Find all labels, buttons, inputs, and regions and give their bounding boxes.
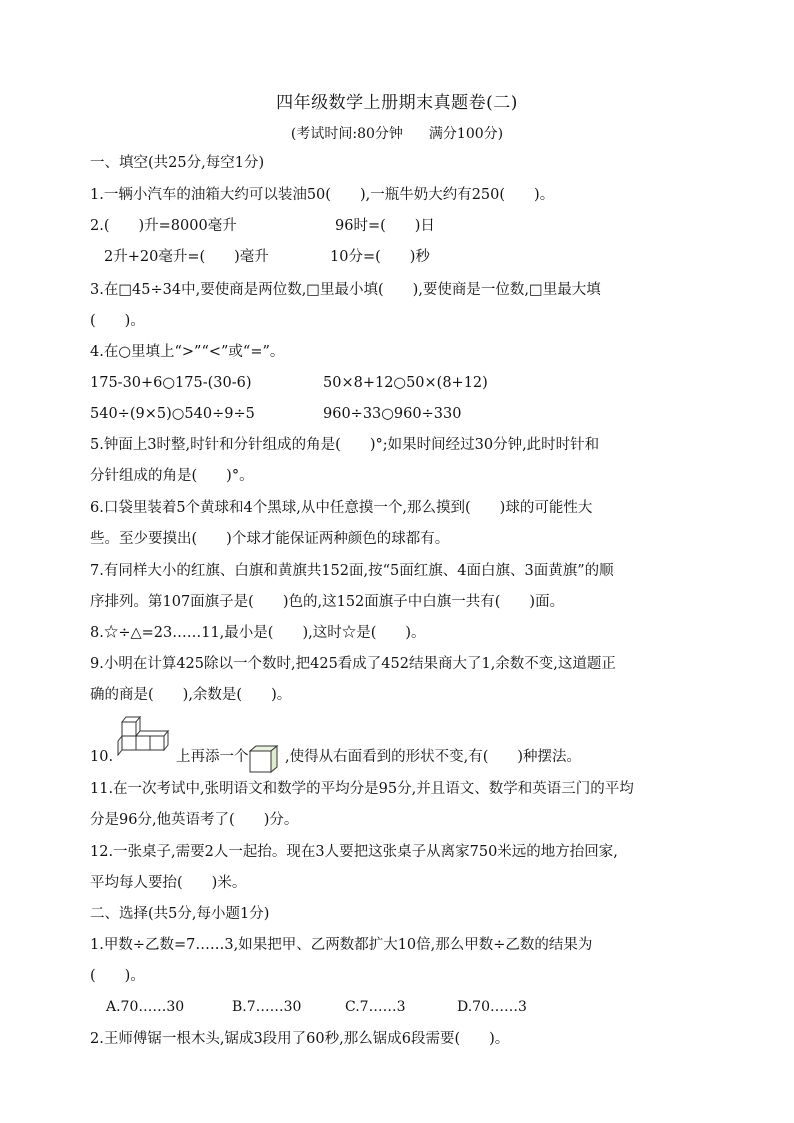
question-11-line1: 11.在一次考试中,张明语文和数学的平均分是95分,并且语文、数学和英语三门的平均 [90,781,634,797]
question-4d: 960÷33○960÷330 [323,406,462,422]
question-10-number: 10. [90,749,114,765]
option-a: A.70……30 [106,999,185,1015]
full-score: 满分100分) [428,126,504,142]
section2-heading: 二、选择(共5分,每小题1分) [90,906,270,922]
cube-stack-figure [116,712,176,756]
question-4c: 540÷(9×5)○540÷9÷5 [90,406,255,422]
exam-info [0,123,794,143]
question-9-line2: 确的商是( ),余数是( )。 [90,687,292,703]
question-1: 1.一辆小汽车的油箱大约可以装油50( ),一瓶牛奶大约有250( )。 [90,187,555,203]
question-4-intro: 4.在○里填上“>”“<”或“=”。 [90,344,285,360]
question-4a: 175-30+6○175-(30-6) [90,375,252,391]
question-8: 8.☆÷△=23……11,最小是( ),这时☆是( )。 [90,625,426,641]
single-cube-figure [248,744,280,774]
page-title: 四年级数学上册期末真题卷(二) [276,93,518,113]
question-7-line1: 7.有同样大小的红旗、白旗和黄旗共152面,按“5面红旗、4面白旗、3面黄旗”的顺 [90,563,614,579]
question-9-line1: 9.小明在计算425除以一个数时,把425看成了452结果商大了1,余数不变,这道题正 [90,656,616,672]
choice-question-1-line1: 1.甲数÷乙数=7……3,如果把甲、乙两数都扩大10倍,那么甲数÷乙数的结果为 [90,937,593,953]
question-2a: 2.( )升=8000毫升 [90,218,237,234]
choice-question-2: 2.王师傅锯一根木头,锯成3段用了60秒,那么锯成6段需要( )。 [90,1031,510,1047]
section1-heading: 一、填空(共25分,每空1分) [90,155,265,171]
question-12-line2: 平均每人要抬( )米。 [90,875,247,891]
question-4b: 50×8+12○50×(8+12) [323,375,488,391]
question-3-line2: ( )。 [90,313,145,329]
question-10-mid: 上再添一个 [176,749,249,765]
question-2d: 10分=( )秒 [330,249,430,265]
question-5-line1: 5.钟面上3时整,时针和分针组成的角是( )°;如果时间经过30分钟,此时时针和 [90,437,600,453]
option-d: D.70……3 [457,999,527,1015]
choice-question-1-line2: ( )。 [90,968,145,984]
question-3-line1: 3.在□45÷34中,要使商是两位数,□里最小填( ),要使商是一位数,□里最大填 [90,282,601,298]
question-2c: 2升+20毫升=( )毫升 [104,249,269,265]
question-10-end: ,使得从右面看到的形状不变,有( )种摆法。 [285,749,582,765]
question-7-line2: 序排列。第107面旗子是( )色的,这152面旗子中白旗一共有( )面。 [90,594,565,610]
question-12-line1: 12.一张桌子,需要2人一起抬。现在3人要把这张桌子从离家750米远的地方抬回家, [90,844,618,860]
question-2b: 96时=( )日 [335,218,435,234]
option-b: B.7……30 [232,999,302,1015]
question-5-line2: 分针组成的角是( )°。 [90,468,254,484]
question-11-line2: 分是96分,他英语考了( )分。 [90,812,299,828]
option-c: C.7……3 [345,999,406,1015]
exam-time: (考试时间:80分钟 [290,126,403,142]
question-6-line1: 6.口袋里装着5个黄球和4个黑球,从中任意摸一个,那么摸到( )球的可能性大 [90,500,593,516]
question-6-line2: 些。至少要摸出( )个球才能保证两种颜色的球都有。 [90,531,450,547]
